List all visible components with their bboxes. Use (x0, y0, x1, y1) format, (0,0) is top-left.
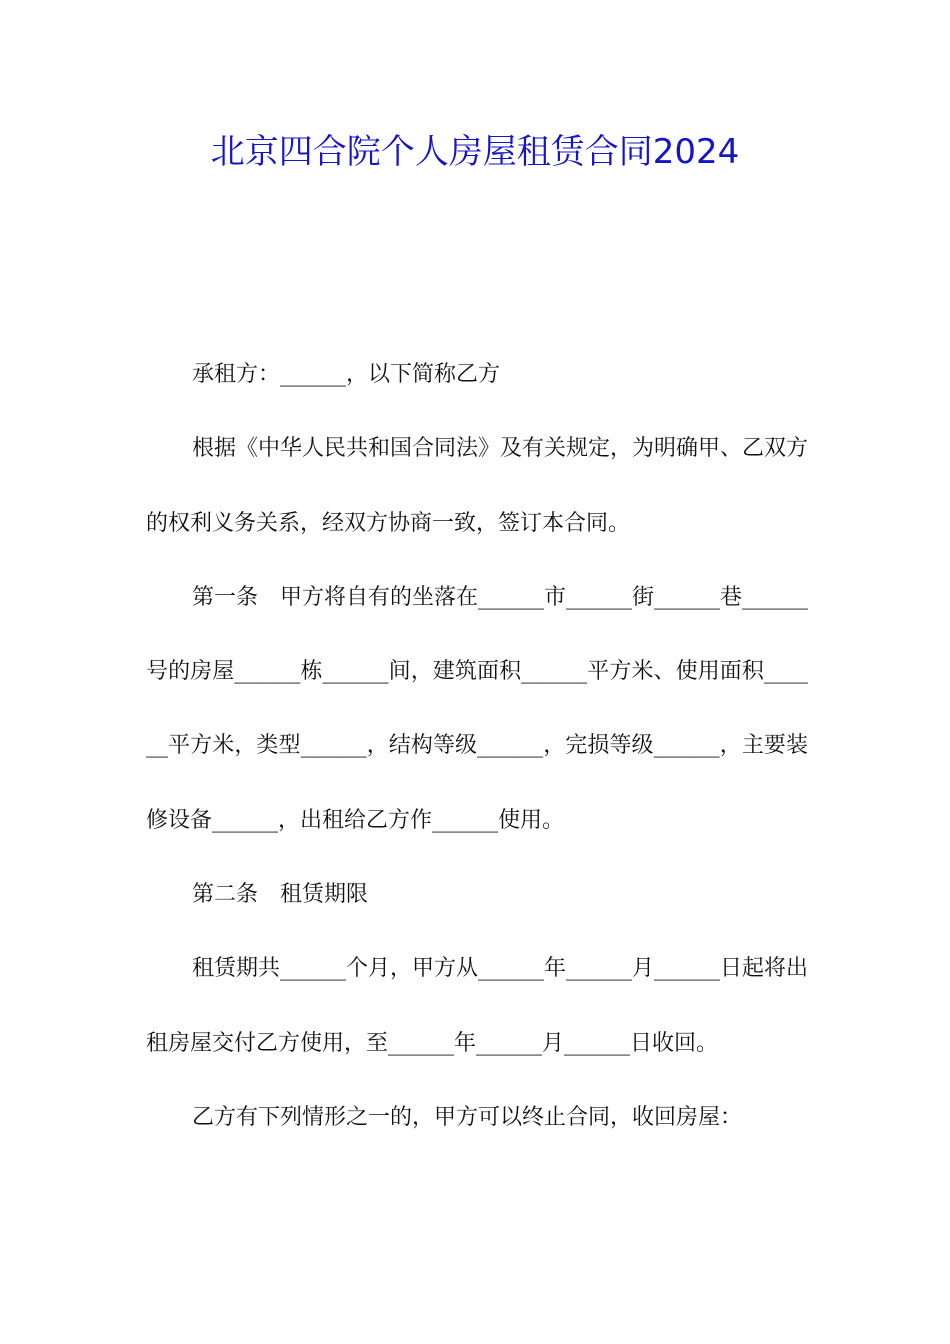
paragraph-article-2-heading: 第二条 租赁期限 (192, 882, 369, 908)
paragraph-lease-term: 租赁期共______个月，甲方从______年______月______日起将出租房屋交付乙方使用，至______年______月______日收回。 (146, 956, 809, 1056)
paragraph-lessee: 承租方：______，以下简称乙方 (192, 362, 501, 387)
document-body (146, 338, 808, 1155)
document-title: 北京四合院个人房屋租赁合同2024 (210, 132, 740, 172)
paragraph-article-1: 第一条 甲方将自有的坐落在______市______街______巷______号的房屋______栋______间，建筑面积______平方米、使用面积______平方米，类型______，结构等级______，完损等级______，主要装修设备______，出租给乙方作______使用。 (146, 584, 809, 833)
paragraph-termination: 乙方有下列情形之一的，甲方可以终止合同，收回房屋： (192, 1104, 743, 1130)
paragraph-basis: 根据《中华人民共和国合同法》及有关规定，为明确甲、乙双方的权利义务关系，经双方协商一致，签订本合同。 (146, 436, 809, 536)
